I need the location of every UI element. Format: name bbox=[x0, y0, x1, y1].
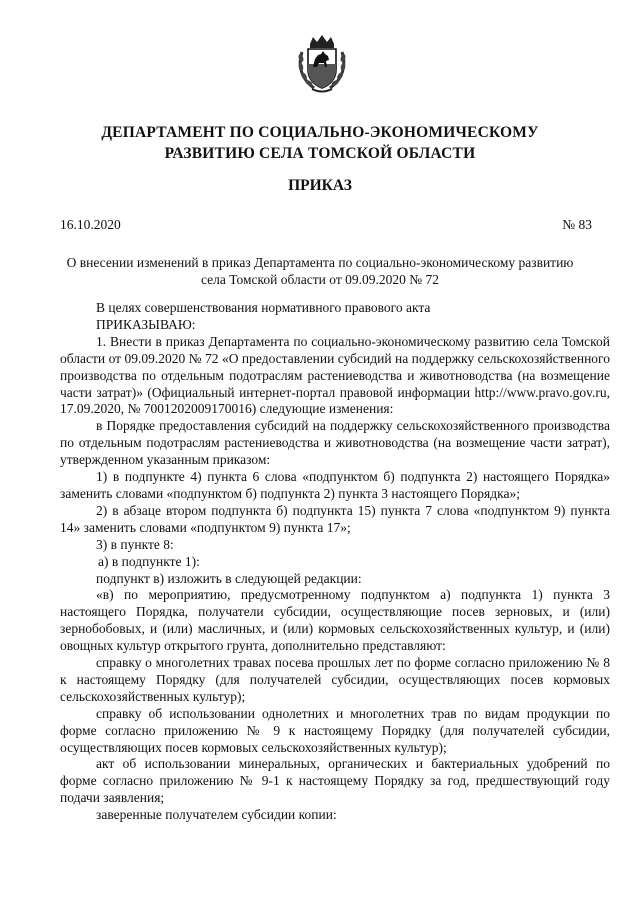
document-subject-line2: села Томской области от 09.09.2020 № 72 bbox=[201, 272, 439, 287]
body-paragraph-subitem-1: 1) в подпункте 4) пункта 6 слова «подпунктом б) подпункта 2) настоящего Порядка» заменить словами «подпунктом б) подпункта 2) пункта 3 настоящего Порядка»; bbox=[60, 469, 610, 501]
organization-name bbox=[60, 122, 580, 164]
body-paragraph-subitem-3: 3) в пункте 8: bbox=[96, 536, 174, 552]
body-paragraph-grass-usage: справку об использовании однолетних и многолетних трав по видам продукции по форме согласно приложению № 9 к настоящему Порядку (для получателей субсидии, осуществляющих посев кормовых сельскохозяйственных культур); bbox=[60, 705, 610, 755]
body-paragraph-purpose: В целях совершенствования нормативного правового акта bbox=[96, 300, 431, 315]
document-subject bbox=[60, 254, 580, 288]
document-type: ПРИКАЗ bbox=[288, 177, 352, 194]
body-paragraph-event: «в) по мероприятию, предусмотренному подпунктом а) подпункта 1) пункта 3 настоящего Порядка, получатели субсидии, осуществляющие посев зерновых, и (или) зернобобовых, и (или) масличных, и (или) кормовых сельскохозяйственных культур, и (или) овощных культур открытого грунта, дополнительно представляют: bbox=[60, 587, 610, 654]
document-subject-line1: О внесении изменений в приказ Департамента по социально-экономическому развитию bbox=[66, 255, 574, 270]
body-paragraph-copies: заверенные получателем субсидии копии: bbox=[96, 807, 337, 823]
body-paragraph-item-1: 1. Внести в приказ Департамента по социально-экономическому развитию села Томской области от 09.09.2020 № 72 «О предоставлении субсидий на поддержку сельскохозяйственного производства по отдельным подотраслям растениеводства и животноводства (на возмещение части затрат)» (Официальный интернет-портал правовой информации http://www.pravo.gov.ru, 17.09.2020, № 7001202009170016) следующие изменения: bbox=[60, 333, 610, 417]
body-paragraph-redaction: подпункт в) изложить в следующей редакции: bbox=[96, 570, 362, 586]
organization-name-line1: ДЕПАРТАМЕНТ ПО СОЦИАЛЬНО-ЭКОНОМИЧЕСКОМУ bbox=[101, 124, 539, 141]
document-body bbox=[60, 300, 610, 824]
body-paragraph-subitem-3a: а) в подпункте 1): bbox=[98, 553, 200, 569]
body-paragraph-procedure: в Порядке предоставления субсидий на поддержку сельскохозяйственного производства по отдельным подотраслям растениеводства и животноводства (на возмещение части затрат), утвержденном указанным приказом: bbox=[60, 418, 610, 468]
tomsk-region-coat-of-arms-icon bbox=[296, 34, 348, 94]
document-date: 16.10.2020 bbox=[60, 217, 121, 232]
body-paragraph-subitem-2: 2) в абзаце втором подпункта б) подпункта 15) пункта 7 слова «подпунктом 9) пункта 14» заменить словами «подпунктом 9) пункта 17»; bbox=[60, 502, 610, 535]
body-paragraph-perennial-grass: справку о многолетних травах посева прошлых лет по форме согласно приложению № 8 к настоящему Порядку (для получателей субсидии, осуществляющих посев кормовых сельскохозяйственных культур); bbox=[60, 655, 610, 704]
document-number: № 83 bbox=[562, 217, 592, 232]
body-paragraph-order: ПРИКАЗЫВАЮ: bbox=[96, 316, 196, 332]
body-paragraph-fertilizer-act: акт об использовании минеральных, органических и бактериальных удобрений по форме согласно приложению № 9-1 к настоящему Порядку за год, предшествующий году подачи заявления; bbox=[60, 756, 610, 806]
organization-name-line2: РАЗВИТИЮ СЕЛА ТОМСКОЙ ОБЛАСТИ bbox=[164, 145, 476, 162]
